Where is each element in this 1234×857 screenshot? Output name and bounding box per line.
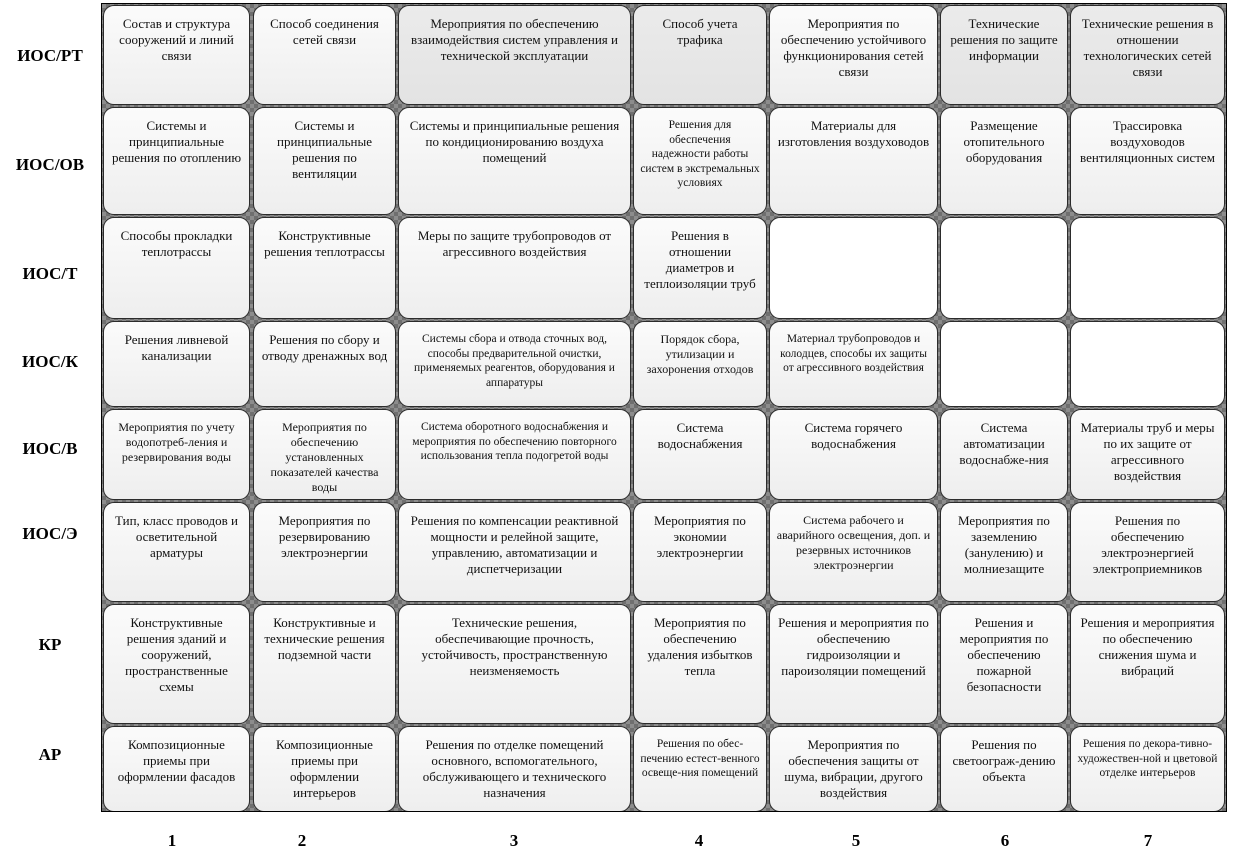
row-label-kr: КР [38,635,62,654]
matrix-cell: Мероприятия по учету водопотреб-ления и резервирования воды [103,409,250,500]
matrix-cell: Материалы труб и меры по их защите от агрессивного воздействия [1070,409,1225,500]
matrix-cell: Мероприятия по обеспечению взаимодействия систем управления и технической эксплуатации [398,5,631,105]
matrix-cell: Система рабочего и аварийного освещения, доп. и резервных источников электроэнергии [769,502,938,602]
matrix-cell: Система оборотного водоснабжения и мероприятия по обеспечению повторного использования тепла подогретой воды [398,409,631,500]
row-label-ios-v: ИОС/В [22,439,78,458]
matrix-cell: Конструктивные решения теплотрассы [253,217,396,319]
matrix-cell: Решения и мероприятия по обеспечению пожарной безопасности [940,604,1068,724]
matrix-cell: Технические решения, обеспечивающие прочность, устойчивость, пространственную неизменяемость [398,604,631,724]
matrix-cell: Композиционные приемы при оформлении фасадов [103,726,250,812]
matrix-cell [940,217,1068,319]
matrix-cell: Система автоматизации водоснабже-ния [940,409,1068,500]
matrix-cell: Материал трубопроводов и колодцев, способы их защиты от агрессивного воздействия [769,321,938,407]
matrix-cell: Решения и мероприятия по обеспечению снижения шума и вибраций [1070,604,1225,724]
matrix-cell: Решения по сбору и отводу дренажных вод [253,321,396,407]
matrix-cell: Конструктивные решения зданий и сооружений, пространственные схемы [103,604,250,724]
matrix-cell [940,321,1068,407]
matrix-cell: Мероприятия по обеспечению удаления избытков тепла [633,604,767,724]
matrix-cell: Решения по светоограж-дению объекта [940,726,1068,812]
matrix-cell: Материалы для изготовления воздуховодов [769,107,938,215]
matrix-cell: Тип, класс проводов и осветительной арматуры [103,502,250,602]
matrix-cell: Системы и принципиальные решения по кондиционированию воздуха помещений [398,107,631,215]
matrix-cell: Решения в отношении диаметров и теплоизоляции труб [633,217,767,319]
matrix-cell: Система водоснабжения [633,409,767,500]
column-label-4: 4 [694,831,704,850]
row-label-ios-e: ИОС/Э [22,524,78,543]
matrix-cell: Композиционные приемы при оформлении интерьеров [253,726,396,812]
matrix-cell: Мероприятия по обеспечению устойчивого функционирования сетей связи [769,5,938,105]
matrix-cell: Решения и мероприятия по обеспечению гидроизоляции и пароизоляции помещений [769,604,938,724]
row-label-ios-k: ИОС/К [22,352,78,371]
matrix-cell: Решения по компенсации реактивной мощности и релейной защите, управлению, автоматизации и диспетчеризации [398,502,631,602]
matrix-cell: Размещение отопительного оборудования [940,107,1068,215]
matrix-cell: Порядок сбора, утилизации и захоронения отходов [633,321,767,407]
matrix-cell [1070,321,1225,407]
matrix-cell: Способ учета трафика [633,5,767,105]
matrix-cell: Решения по обес-печению естест-венного освеще-ния помещений [633,726,767,812]
matrix-cell: Мероприятия по заземлению (занулению) и молниезащите [940,502,1068,602]
matrix-cell: Решения по декора-тивно-художествен-ной и цветовой отделке интерьеров [1070,726,1225,812]
matrix-cell: Состав и структура сооружений и линий связи [103,5,250,105]
column-label-1: 1 [167,831,177,850]
matrix-cell: Решения для обеспечения надежности работы систем в экстремальных условиях [633,107,767,215]
matrix-cell: Системы и принципиальные решения по отоплению [103,107,250,215]
matrix-cell: Системы и принципиальные решения по вентиляции [253,107,396,215]
row-label-ar: АР [38,745,62,764]
matrix-cell: Технические решения в отношении технологических сетей связи [1070,5,1225,105]
matrix-cell: Мероприятия по обеспечению установленных показателей качества воды [253,409,396,500]
column-label-3: 3 [509,831,519,850]
matrix-cell: Способ соединения сетей связи [253,5,396,105]
matrix-cell: Мероприятия по обеспечения защиты от шума, вибрации, другого воздействия [769,726,938,812]
matrix-cell [769,217,938,319]
matrix-cell: Меры по защите трубопроводов от агрессивного воздействия [398,217,631,319]
row-label-ios-rt: ИОС/РТ [17,46,83,65]
matrix-cell: Мероприятия по экономии электроэнергии [633,502,767,602]
matrix-cell: Конструктивные и технические решения подземной части [253,604,396,724]
matrix-cell [1070,217,1225,319]
row-label-ios-t: ИОС/Т [22,264,78,283]
matrix-cell: Решения по отделке помещений основного, вспомогательного, обслуживающего и технического назначения [398,726,631,812]
column-label-7: 7 [1143,831,1153,850]
matrix-cell: Трассировка воздуховодов вентиляционных систем [1070,107,1225,215]
matrix-cell: Системы сбора и отвода сточных вод, способы предварительной очистки, применяемых реагентов, оборудования и аппаратуры [398,321,631,407]
column-label-2: 2 [297,831,307,850]
matrix-cell: Решения по обеспечению электроэнергией электроприемников [1070,502,1225,602]
matrix-cell: Технические решения по защите информации [940,5,1068,105]
column-label-6: 6 [1000,831,1010,850]
matrix-cell: Система горячего водоснабжения [769,409,938,500]
row-label-ios-ov: ИОС/ОВ [15,155,85,174]
matrix-cell: Способы прокладки теплотрассы [103,217,250,319]
matrix-cell: Решения ливневой канализации [103,321,250,407]
matrix-grid [101,3,1227,812]
column-label-5: 5 [851,831,861,850]
matrix-cell: Мероприятия по резервированию электроэнергии [253,502,396,602]
